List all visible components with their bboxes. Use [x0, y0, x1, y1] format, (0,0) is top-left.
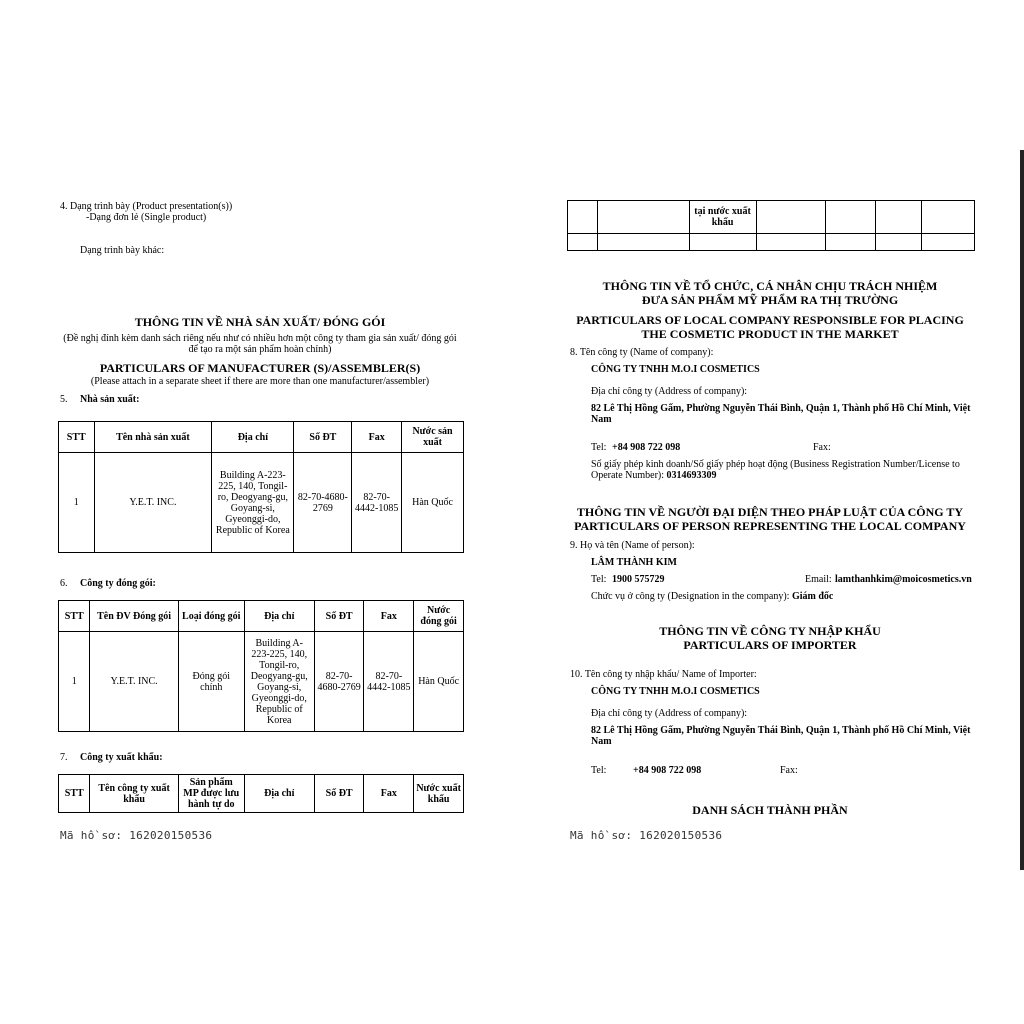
table-row	[568, 234, 975, 251]
manufacturer-title-vn: THÔNG TIN VỀ NHÀ SẢN XUẤT/ ĐÓNG GÓI	[134, 315, 386, 329]
table-cell: Building A-223-225, 140, Tongil-ro, Deogyang-gu, Goyang-si, Gyeonggi-do, Republic of Korea	[244, 632, 314, 732]
other-presentation-label: Dạng trình bày khác:	[80, 245, 165, 256]
section-4-label: 4. Dạng trình bày (Product presentation(s))	[60, 201, 233, 212]
responsible-title-en-2: THE COSMETIC PRODUCT IN THE MARKET	[641, 327, 899, 341]
importer-address: 82 Lê Thị Hồng Gấm, Phường Nguyễn Thái Bình, Quận 1, Thành phố Hồ Chí Minh, Việt Nam	[591, 725, 971, 747]
section-5-number: 5.	[60, 394, 68, 405]
importer-fax-label: Fax:	[780, 765, 798, 776]
table-row	[568, 201, 975, 234]
table-header: Số ĐT	[294, 422, 352, 453]
representative-tel-label: Tel:	[591, 574, 607, 585]
responsible-title-vn-2: ĐƯA SẢN PHẨM MỸ PHẨM RA THỊ TRƯỜNG	[641, 293, 899, 307]
company-address: 82 Lê Thị Hồng Gấm, Phường Nguyễn Thái Bình, Quận 1, Thành phố Hồ Chí Minh, Việt Nam	[591, 403, 971, 425]
importer-tel-label: Tel:	[591, 765, 607, 776]
importer-title-vn: THÔNG TIN VỀ CÔNG TY NHẬP KHẨU	[659, 624, 881, 638]
table-cell: Đóng gói chính	[178, 632, 244, 732]
table-header: Số ĐT	[314, 601, 364, 632]
representative-title-en: PARTICULARS OF PERSON REPRESENTING THE LOCAL COMPANY	[574, 519, 966, 533]
designation-label: Chức vụ ở công ty (Designation in the company): Giám đốc	[591, 591, 834, 602]
company-tel: +84 908 722 098	[612, 442, 681, 453]
representative-email: lamthanhkim@moicosmetics.vn	[835, 574, 972, 585]
designation-value: Giám đốc	[791, 591, 834, 602]
right-edge-bar	[1020, 150, 1024, 870]
manufacturer-title-en: PARTICULARS OF MANUFACTURER (S)/ASSEMBLER(S)	[99, 361, 421, 375]
table-header: Nước đóng gói	[414, 601, 464, 632]
manufacturer-note-vn: (Đề nghị đính kèm danh sách riêng nếu như có nhiều hơn một công ty tham gia sản xuất/ đóng gói để tạo ra một sản phẩm hoàn chỉnh)	[63, 333, 457, 355]
table-row	[59, 632, 464, 732]
table-cell: 1	[59, 632, 90, 732]
manufacturer-table	[58, 421, 464, 553]
company-name: CÔNG TY TNHH M.O.I COSMETICS	[591, 364, 760, 375]
table-header-row	[59, 601, 464, 632]
table-header: Tên công ty xuất khẩu	[90, 775, 178, 813]
section-10-label: 10. Tên công ty nhập khẩu/ Name of Importer:	[570, 669, 757, 680]
table-cell	[876, 201, 922, 234]
company-tel-label: Tel:	[591, 442, 607, 453]
table-cell	[876, 234, 922, 251]
packager-table	[58, 600, 464, 732]
company-address-label: Địa chỉ công ty (Address of company):	[591, 386, 748, 397]
importer-address-label: Địa chỉ công ty (Address of company):	[591, 708, 748, 719]
table-cell: Building A-223-225, 140, Tongil-ro, Deogyang-gu, Goyang-si, Gyeonggi-do, Republic of Korea	[212, 453, 294, 553]
table-header: STT	[59, 775, 90, 813]
table-header: Địa chỉ	[244, 775, 314, 813]
table-cell: 82-70-4680-2769	[294, 453, 352, 553]
representative-tel: 1900 575729	[612, 574, 665, 585]
importer-name: CÔNG TY TNHH M.O.I COSMETICS	[591, 686, 760, 697]
table-cell	[825, 201, 875, 234]
table-cell	[568, 201, 598, 234]
representative-email-label: Email:	[805, 574, 832, 585]
table-cell	[756, 234, 825, 251]
exporter-table	[58, 774, 464, 813]
table-cell: tại nước xuất khẩu	[689, 201, 756, 234]
table-header: Fax	[352, 422, 402, 453]
responsible-title-vn-1: THÔNG TIN VỀ TỔ CHỨC, CÁ NHÂN CHỊU TRÁCH NHIỆM	[602, 279, 938, 293]
license-number: 0314693309	[666, 470, 717, 481]
section-7-number: 7.	[60, 752, 68, 763]
table-cell: Y.E.T. INC.	[94, 453, 212, 553]
table-header: Tên nhà sản xuất	[94, 422, 212, 453]
table-cell: 82-70-4442-1085	[352, 453, 402, 553]
table-cell: Y.E.T. INC.	[90, 632, 178, 732]
license-label: Số giấy phép kinh doanh/Số giấy phép hoạt động (Business Registration Number/License to Operate Number): 0314693309	[591, 459, 960, 481]
section-6-label: Công ty đóng gói:	[80, 578, 156, 589]
table-cell	[597, 201, 689, 234]
responsible-title-en-1: PARTICULARS OF LOCAL COMPANY RESPONSIBLE FOR PLACING	[576, 313, 964, 327]
table-cell	[922, 234, 975, 251]
representative-title-vn: THÔNG TIN VỀ NGƯỜI ĐẠI DIỆN THEO PHÁP LUẬT CỦA CÔNG TY	[576, 505, 964, 519]
importer-tel: +84 908 722 098	[633, 765, 702, 776]
table-header-row	[59, 422, 464, 453]
table-cell: Hàn Quốc	[414, 632, 464, 732]
table-cell	[597, 234, 689, 251]
section-5-label: Nhà sản xuất:	[80, 394, 140, 405]
table-header: Tên ĐV Đóng gói	[90, 601, 178, 632]
table-cell	[689, 234, 756, 251]
section-7-label: Công ty xuất khẩu:	[80, 752, 163, 763]
table-cell: 82-70-4442-1085	[364, 632, 414, 732]
table-header-row	[59, 775, 464, 813]
importer-title-en: PARTICULARS OF IMPORTER	[683, 638, 857, 652]
table-row	[59, 453, 464, 553]
table-header: Số ĐT	[314, 775, 364, 813]
table-header: Nước sản xuất	[402, 422, 464, 453]
representative-name: LÂM THÀNH KIM	[591, 557, 677, 568]
single-product-label: -Dạng đơn lẻ (Single product)	[86, 212, 207, 223]
exporter-table-continued	[567, 200, 975, 251]
table-cell	[825, 234, 875, 251]
table-cell: 82-70-4680-2769	[314, 632, 364, 732]
table-header: Loại đóng gói	[178, 601, 244, 632]
table-header: Fax	[364, 601, 414, 632]
table-header: STT	[59, 422, 95, 453]
file-code-left: Mã hồ sơ: 162020150536	[60, 829, 213, 842]
section-8-label: 8. Tên công ty (Name of company):	[570, 347, 714, 358]
ingredients-title: DANH SÁCH THÀNH PHẦN	[692, 803, 848, 817]
table-header: STT	[59, 601, 90, 632]
manufacturer-note-en: (Please attach in a separate sheet if there are more than one manufacturer/assembler)	[90, 376, 430, 387]
section-6-number: 6.	[60, 578, 68, 589]
table-cell: Hàn Quốc	[402, 453, 464, 553]
table-header: Địa chỉ	[212, 422, 294, 453]
table-header: Địa chỉ	[244, 601, 314, 632]
file-code-right: Mã hồ sơ: 162020150536	[570, 829, 723, 842]
table-header: Fax	[364, 775, 414, 813]
table-cell	[568, 234, 598, 251]
table-header: Nước xuất khẩu	[414, 775, 464, 813]
section-9-label: 9. Họ và tên (Name of person):	[570, 540, 695, 551]
table-cell: 1	[59, 453, 95, 553]
table-header: Sản phẩm MP được lưu hành tự do	[178, 775, 244, 813]
table-cell	[756, 201, 825, 234]
table-cell	[922, 201, 975, 234]
company-fax-label: Fax:	[813, 442, 831, 453]
